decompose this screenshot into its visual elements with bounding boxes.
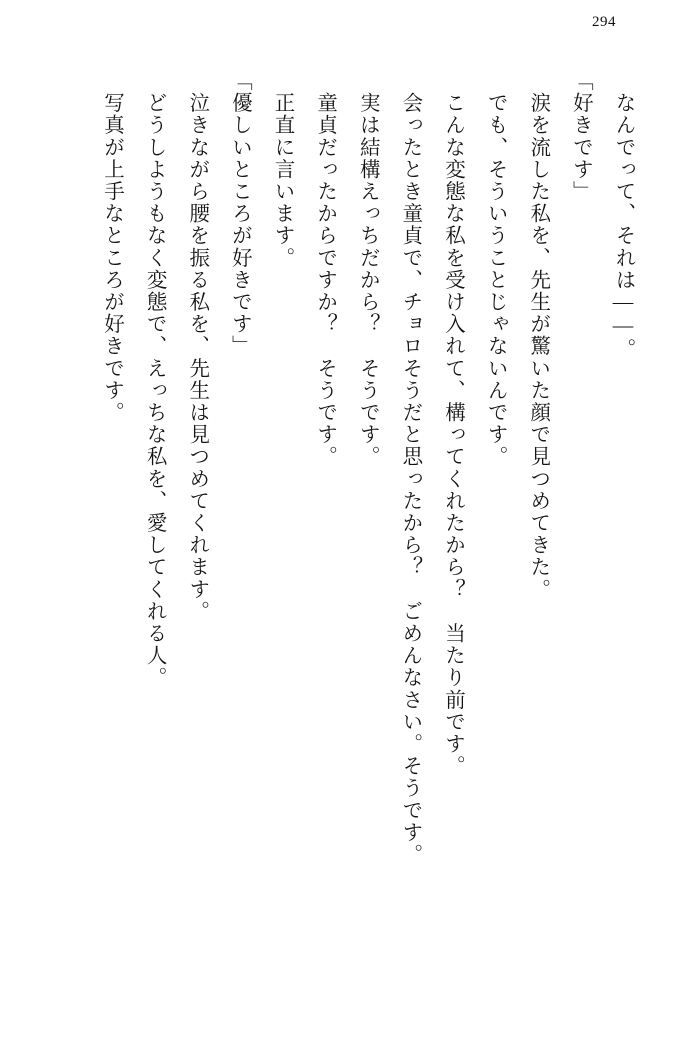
- text-line: こんな変態な私を受け入れて、構ってくれたから？ 当たり前です。: [441, 70, 464, 778]
- vertical-text-body: [84, 70, 644, 970]
- text-line: どうしようもなく変態で、えっちな私を、愛してくれる人。: [143, 70, 166, 689]
- text-line: なんでって、それは——。: [612, 70, 634, 361]
- text-line: 泣きながら腰を振る私を、先生は見つめてくれます。: [185, 70, 208, 623]
- text-line: 涙を流した私を、先生が驚いた顔で見つめてきた。: [526, 70, 549, 601]
- text-line: 会ったとき童貞で、チョロそうだと思ったから？ ごめんなさい。そうです。: [398, 70, 421, 866]
- text-line: 童貞だったからですか？ そうです。: [313, 70, 336, 468]
- text-line: 写真が上手なところが好きです。: [100, 70, 123, 424]
- text-line: 「好きです」: [569, 70, 592, 203]
- text-line: 「優しいところが好きです」: [228, 70, 251, 358]
- page-number: 294: [592, 14, 616, 30]
- text-line: でも、そういうことじゃないんです。: [484, 70, 507, 468]
- text-line: 正直に言います。: [271, 70, 293, 269]
- text-line: 実は結構えっちだから？ そうです。: [356, 70, 379, 468]
